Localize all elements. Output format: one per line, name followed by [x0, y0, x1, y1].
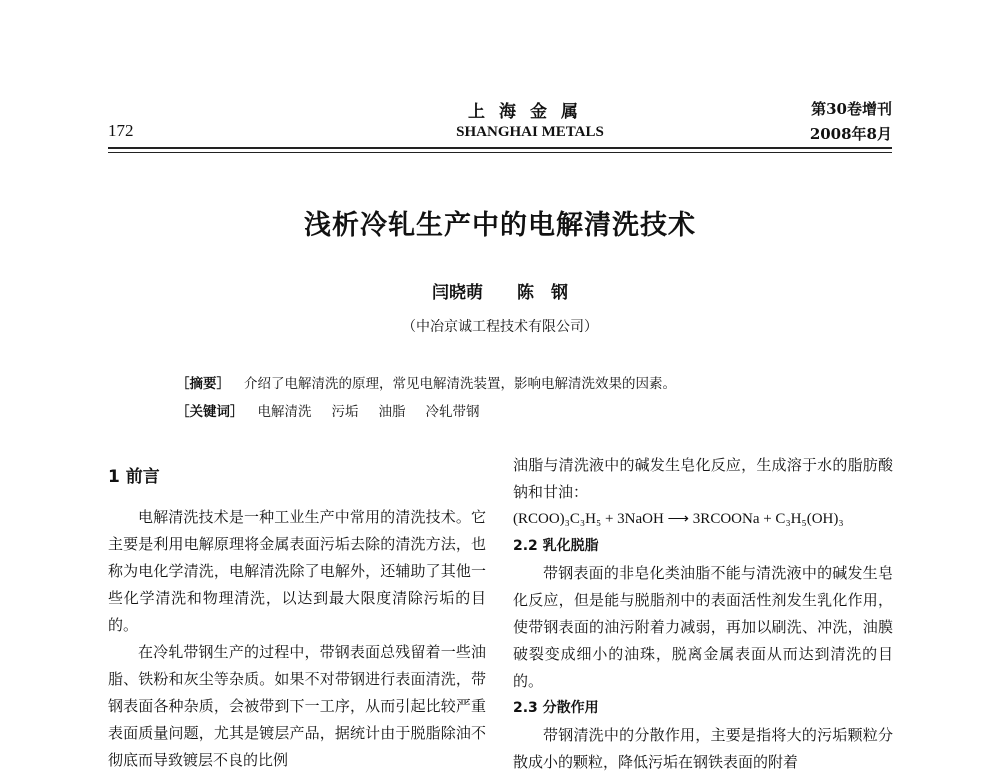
journal-title-chinese: 上海金属 [468, 102, 592, 122]
volume-label: 第30卷增刊 [811, 100, 892, 118]
author-affiliation: （中冶京诚工程技术有限公司） [402, 319, 598, 335]
keyword: 污垢 [331, 404, 359, 420]
article-title: 浅析冷轧生产中的电解清洗技术 [304, 210, 696, 241]
body-paragraph: 带钢表面的非皂化类油脂不能与清洗液中的碱发生皂化反应，但是能与脱脂剂中的表面活性剂发生乳化作用，使带钢表面的油污附着力减弱，再加以刷洗、冲洗，油膜破裂变成细小的油珠，脱离金属表面从而达到清洗的目的。 [513, 564, 893, 690]
body-paragraph: 电解清洗技术是一种工业生产中常用的清洗技术。它主要是利用电解原理将金属表面污垢去除的清洗方法，也称为电化学清洗，电解清洗除了电解外，还辅助了其他一些化学清洗和物理清洗，以达到最大限度清除污垢的目的。 [108, 508, 486, 634]
abstract-text: 介绍了电解清洗的原理，常见电解清洗装置，影响电解清洗效果的因素。 [244, 376, 676, 392]
issue-date: 2008年8月 [809, 125, 892, 143]
saponification-formula: (RCOO)₃C₃H₅ + 3NaOH ⟶ 3RCOONa + C₃H₅(OH)₃ [513, 511, 844, 527]
author-name: 陈 钢 [516, 283, 568, 303]
keyword: 电解清洗 [257, 404, 312, 420]
keywords [176, 400, 826, 420]
abstract-label: ［摘要］ [176, 376, 230, 392]
journal-title-english: SHANGHAI METALS [456, 124, 604, 140]
keyword: 油脂 [378, 404, 406, 420]
author-list [300, 278, 700, 303]
right-column [513, 452, 893, 776]
subsection-heading-dispersion: 2.3 分散作用 [513, 700, 599, 716]
section-heading-introduction: 1 前言 [108, 467, 160, 487]
header-rule-thick [108, 147, 892, 149]
body-paragraph: 油脂与清洗液中的碱发生皂化反应，生成溶于水的脂肪酸钠和甘油： [513, 456, 893, 501]
body-paragraph: 带钢清洗中的分散作用，主要是指将大的污垢颗粒分散成小的颗粒，降低污垢在钢铁表面的附着 [513, 726, 893, 771]
body-paragraph: 在冷轧带钢生产的过程中，带钢表面总残留着一些油脂、铁粉和灰尘等杂质。如果不对带钢进行表面清洗，带钢表面各种杂质，会被带到下一工序，从而引起比较严重表面质量问题，尤其是镀层产品，据统计由于脱脂除油不彻底而导致镀层不良的比例 [108, 643, 486, 769]
left-column [108, 504, 486, 774]
header-rule-thin [108, 152, 892, 153]
author-name: 闫晓萌 [432, 283, 484, 303]
keywords-label: ［关键词］ [176, 404, 244, 420]
abstract [176, 372, 826, 392]
subsection-heading-emulsification: 2.2 乳化脱脂 [513, 538, 599, 554]
keyword: 冷轧带钢 [425, 404, 480, 420]
page-number: 172 [108, 121, 134, 140]
